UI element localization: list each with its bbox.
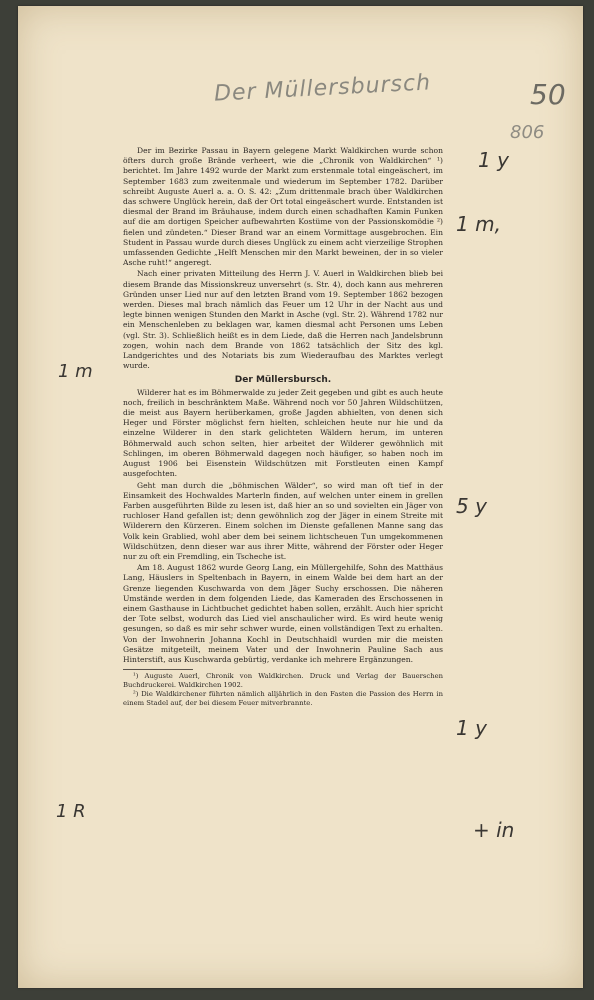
pencil-title-note: Der Müllersbursch: [213, 70, 432, 107]
margin-mark-1: 1 y: [478, 148, 509, 172]
intro-paragraph-1: Der im Bezirke Passau in Bayern gelegene Markt Waldkirchen wurde schon öfters durch große Brände verheert, wie die „Chronik von Waldkirchen“ ¹) berichtet. Im Jahre 1492 wurde der Markt zum erstenmale total eingeäschert, im September 1683 zum zweitenmale und wiederum im September 1782. Darüber schreibt Auguste Auerl a. a. O. S. 42: „Zum drittenmale brach über Waldkirchen das schwere Unglück herein, daß der Ort total eingeäschert wurde. Entstanden ist diesmal der Brand im Bräuhause, indem durch einen schadhaften Kamin Funken auf die am dortigen Speicher aufbewahrten Kostüme von der Passionskomödie ²) fielen und zündeten.“ Dieser Brand war an einem Vormittage ausgebrochen. Ein Student in Passau wurde durch dieses Unglück zu einem acht vierzeilige Strophen umfassenden Gedichte „Helft Menschen mir den Markt beweinen, der in so vieler Asche ruht!“ angeregt.: [123, 146, 443, 268]
pencil-page-number: 50: [530, 78, 566, 111]
footnotes: [123, 669, 443, 707]
margin-mark-5: 1 y: [456, 716, 487, 740]
intro-paragraph-2: Nach einer privaten Mitteilung des Herrn J. V. Auerl in Waldkirchen blieb bei diesem Brande das Missionskreuz unversehrt (s. Str. 4), doch kann aus mehreren Gründen unser Lied nur auf den letzten Brand vom 19. September 1862 bezogen werden. Dieses mal brach nämlich das Feuer um 12 Uhr in der Nacht aus und legte binnen wenigen Stunden den Markt in Asche (vgl. Str. 2). Während 1782 nur ein Menschenleben zu beklagen war, kamen diesmal acht Personen ums Leben (vgl. Str. 3). Schließlich heißt es in dem Liede, daß die Herren nach Jandelsbrunn zogen, wohin nach dem Brande von 1862 tatsächlich der Sitz des kgl. Landgerichtes und des Notariats bis zum Wiederaufbau des Marktes verlegt wurde.: [123, 269, 443, 371]
margin-mark-7: + in: [473, 818, 515, 842]
margin-mark-2: 1 m,: [456, 212, 501, 236]
printed-text-block: [123, 146, 443, 708]
footnote-1: ¹) Auguste Auerl, Chronik von Waldkirchen. Druck und Verlag der Bauerschen Buchdruckerei. Waldkirchen 1902.: [123, 672, 443, 689]
body-paragraph-1: Wilderer hat es im Böhmerwalde zu jeder Zeit gegeben und gibt es auch heute noch, freilich in beschränktem Maße. Während noch vor 50 Jahren Wildschützen, die meist aus Bayern herüberkamen, große Jagden abhielten, von denen sich Heger und Förster möglichst fern hielten, schleichen heute nur hie und da einzelne Wilderer in den stark gelichteten Wäldern herum, im unteren Böhmerwald auch schon selten, hier arbeitet der Wilderer gewöhnlich mit Schlingen, im oberen Böhmerwald dagegen noch häufiger, so haben noch im August 1906 bei Eisenstein Wildschützen mit Forstleuten einen Kampf ausgefochten.: [123, 387, 443, 479]
section-heading: Der Müllersbursch.: [234, 375, 332, 386]
margin-mark-4: 5 y: [456, 494, 487, 518]
margin-mark-3: 1 m: [58, 361, 93, 382]
footnote-divider: [123, 669, 193, 670]
pencil-page-number-secondary: 806: [510, 122, 545, 143]
document-page: [18, 6, 583, 988]
body-paragraph-2: Geht man durch die „böhmischen Wälder“, so wird man oft tief in der Einsamkeit des Hochwaldes Marterln finden, auf welchen unter einem in grellen Farben ausgeführten Bilde zu lesen ist, daß hier an so und sovielten ein Jäger von ruchloser Hand gefallen ist; denn gewöhnlich zog der Jäger in einem Streite mit Wilderern den Kürzeren. Einem solchen im Dienste gefallenen Manne sang das Volk kein Grablied, wohl aber dem bei seinem lichtscheuen Tun umgekommenen Wildschützen, denn dieser war aus ihrer Mitte, während der Förster oder Heger nur zu oft ein Fremdling, ein Tscheche ist.: [123, 480, 443, 561]
footnote-2: ²) Die Waldkirchener führten nämlich alljährlich in den Fasten die Passion des Herrn in einem Stadel auf, der bei diesem Feuer mitverbrannte.: [123, 690, 443, 707]
body-paragraph-3: Am 18. August 1862 wurde Georg Lang, ein Müllergehilfe, Sohn des Matthäus Lang, Häuslers in Speltenbach in Bayern, in einem Walde bei dem hart an der Grenze liegenden Kuschwarda von dem Jäger Suchy erschossen. Die näheren Umstände werden in dem folgenden Liede, das Kameraden des Erschossenen in einem Gasthause in Lichtbuchet gedichtet haben sollen, erzählt. Auch hier spricht der Tote selbst, wodurch das Lied viel anschaulicher wird. Es wird heute wenig gesungen, so daß es mir sehr schwer wurde, einen vollständigen Text zu erhalten. Von der Inwohnerin Johanna Kochl in Deutschhaidl wurden mir die meisten Gesätze mitgeteilt, meinem Vater und der Inwohnerin Pauline Sach aus Hinterstift, aus Kuschwarda gebürtig, verdanke ich mehrere Ergänzungen.: [123, 563, 443, 664]
margin-mark-6: 1 R: [56, 801, 86, 822]
